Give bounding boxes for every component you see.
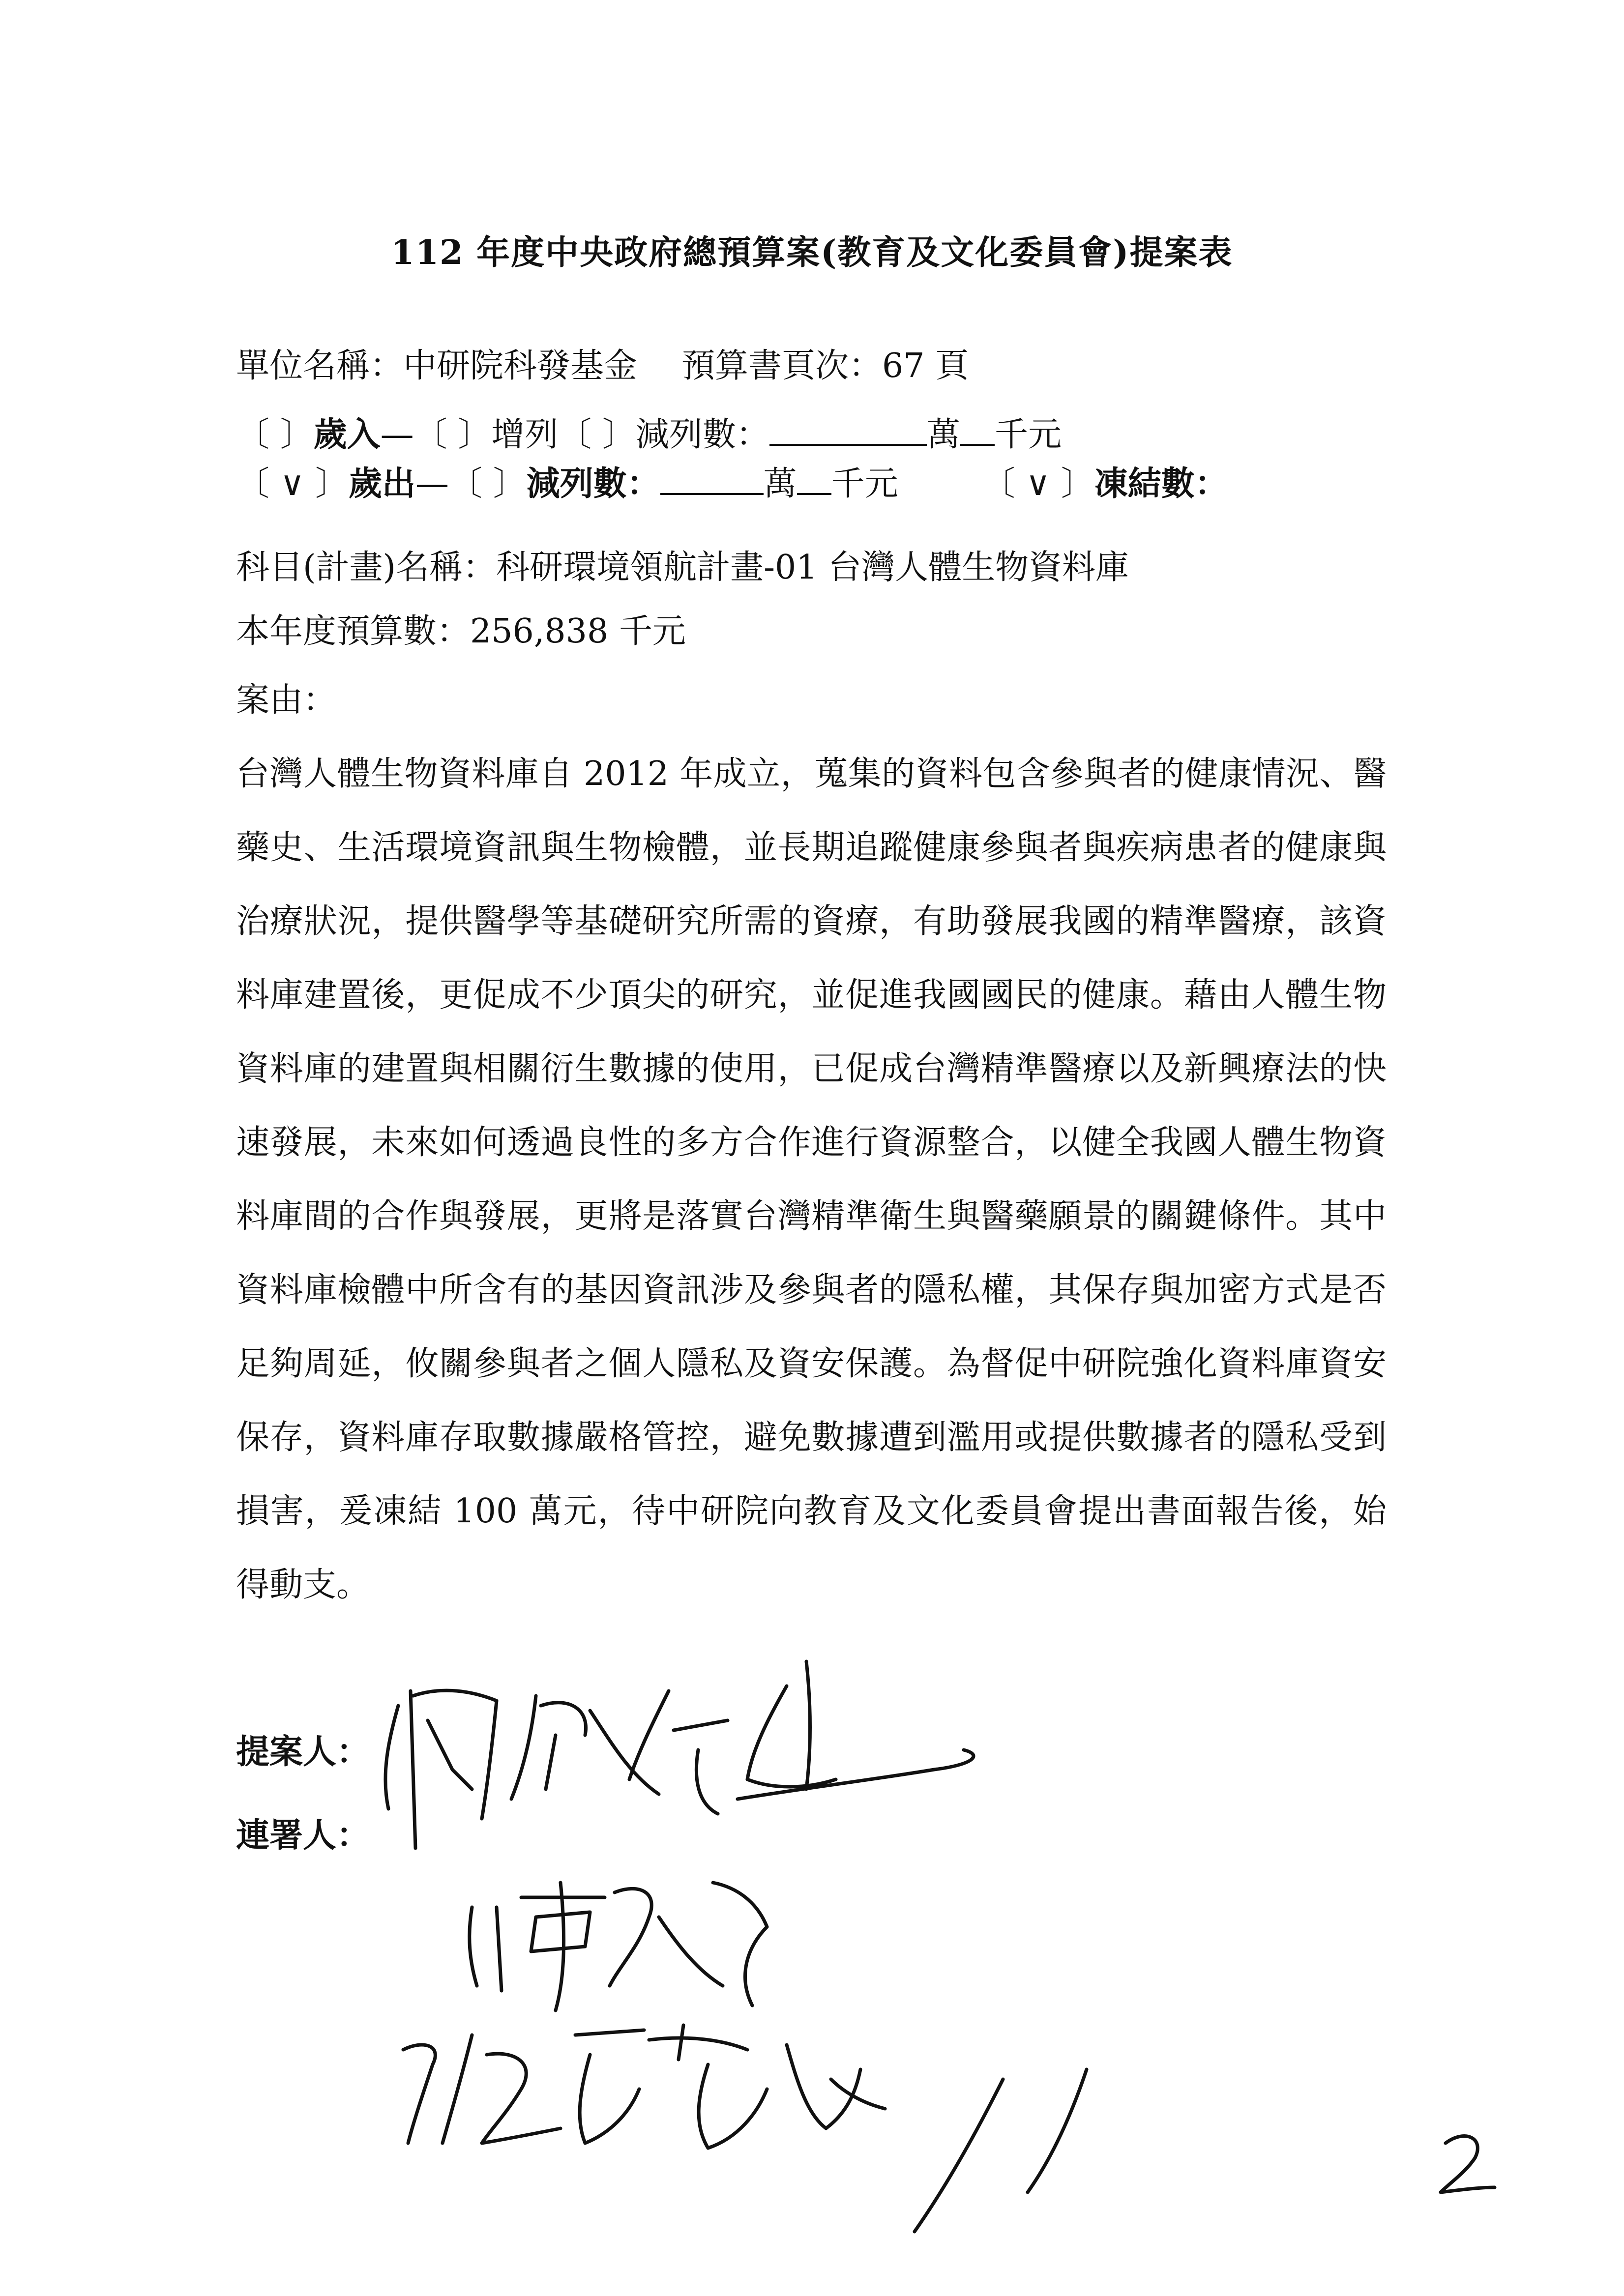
revenue-add-checkbox: 〔 〕 <box>413 415 492 454</box>
revenue-cut-label: 減列數： <box>635 415 769 454</box>
expense-type: 歲出 <box>349 464 416 503</box>
revenue-qian-unit: 千元 <box>994 415 1062 454</box>
revenue-add-label: 增列 <box>491 415 559 454</box>
cosigner-signature-2 <box>403 2025 885 2148</box>
cosigner-signature-1 <box>470 1883 767 2010</box>
expense-checkbox: 〔 ∨ 〕 <box>236 465 349 503</box>
revenue-checkbox: 〔 〕 <box>236 415 314 454</box>
budget-label: 本年度預算數： <box>236 612 471 651</box>
revenue-wan-unit: 萬 <box>926 415 960 454</box>
cosigner-label: 連署人： <box>236 1816 370 1855</box>
page-ref-value: 67 頁 <box>882 347 969 385</box>
expense-qian-unit: 千元 <box>831 465 898 503</box>
subject-value: 科研環境領航計畫-01 台灣人體生物資料庫 <box>496 548 1129 587</box>
subject-label: 科目(計畫)名稱： <box>236 548 497 587</box>
page-number-mark <box>1441 2136 1495 2192</box>
unit-label: 單位名稱： <box>236 347 404 385</box>
revenue-dash: — <box>380 415 414 454</box>
expense-cut-checkbox: 〔 〕 <box>449 465 527 503</box>
unit-name: 中研院科發基金 <box>403 347 638 385</box>
freeze-checkbox: 〔 ∨ 〕 <box>981 465 1094 503</box>
page-ref-label: 預算書頁次： <box>681 347 883 385</box>
expense-wan-unit: 萬 <box>763 465 797 503</box>
proposer-signature <box>385 1661 974 1848</box>
proposer-label: 提案人： <box>236 1732 370 1772</box>
slash-mark-1 <box>915 2079 1003 2232</box>
form-title: 112 年度中央政府總預算案(教育及文化委員會)提案表 <box>391 233 1233 272</box>
budget-value: 256,838 千元 <box>470 612 686 651</box>
reason-label: 案由： <box>236 681 337 720</box>
slash-mark-2 <box>1028 2069 1087 2192</box>
revenue-type: 歲入 <box>313 415 381 454</box>
reason-text: 台灣人體生物資料庫自 2012 年成立，蒐集的資料包含參與者的健康情況、醫藥史、生活環境資訊與生物檢體，並長期追蹤健康參與者與疾病患者的健康與治療狀況，提供醫學等基礎研究所需的資療，有助發展我國的精準醫療，該資料庫建置後，更促成不少頂尖的研究，並促進我國國民的健康。藉由人體生物資料庫的建置與相關衍生數據的使用，已促成台灣精準醫療以及新興療法的快速發展，未來如何透過良性的多方合作進行資源整合，以健全我國人體生物資料庫間的合作與發展，更將是落實台灣精準衛生與醫藥願景的關鍵條件。其中資料庫檢體中所含有的基因資訊涉及參與者的隱私權，其保存與加密方式是否足夠周延，攸關參與者之個人隱私及資安保護。為督促中研院強化資料庫資安保存，資料庫存取數據嚴格管控，避免數據遭到濫用或提供數據者的隱私受到損害，爰凍結 100 萬元，待中研院向教育及文化委員會提出書面報告後，始得動支。 <box>236 755 1387 1604</box>
freeze-label: 凍結數： <box>1094 464 1228 503</box>
revenue-cut-checkbox: 〔 〕 <box>558 415 636 454</box>
expense-dash: — <box>415 465 449 503</box>
expense-cut-label: 減列數： <box>526 464 660 503</box>
